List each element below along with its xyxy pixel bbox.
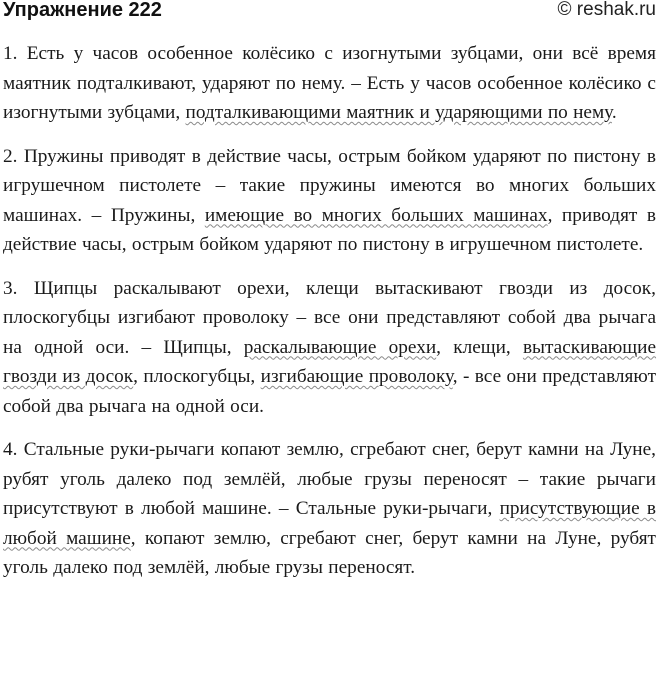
header	[0, 0, 658, 26]
underlined-participle-phrase: присутствующие в любой машине	[3, 498, 656, 549]
watermark: © reshak.ru	[557, 0, 656, 20]
text-segment: .	[611, 102, 617, 123]
text-segment: , клещи,	[436, 336, 523, 358]
underlined-participle-phrase: подталкивающими маятник и ударяющими по нему	[185, 102, 612, 123]
underlined-participle-phrase: вытаскивающие гвозди из досок	[3, 336, 657, 387]
text-segment: 3. Щипцы раскалывают орехи, клещи вытаскивают гвозди из досок, плоскогубцы изгибают проволоку – все они представляют собой два рычага на одной оси. – Щипцы,	[3, 277, 656, 358]
paragraph-3	[3, 274, 656, 422]
underlined-participle-phrase: имеющие во многих больших машинах	[204, 204, 548, 226]
paragraph-1	[3, 39, 656, 128]
text-segment: 4. Стальные руки-рычаги копают землю, сгребают снег, берут камни на Луне, рубят уголь далеко под землёй, любые грузы переносят – такие рычаги присутствуют в любой машине. – Стальные руки-рычаги,	[3, 439, 656, 519]
text-segment: , приводят в действие часы, острым бойком ударяют по пистону в игрушечном пистолете.	[3, 204, 657, 255]
text-segment: 2. Пружины приводят в действие часы, острым бойком ударяют по пистону в игрушечном пистолете – такие пружины имеются во многих больших машинах. – Пружины,	[3, 145, 656, 226]
exercise-content	[3, 39, 656, 597]
text-segment: , плоскогубцы,	[133, 366, 261, 387]
underlined-participle-phrase: изгибающие проволоку	[260, 366, 453, 387]
text-segment: 1. Есть у часов особенное колёсико с изогнутыми зубцами, они всё время маятник подталкивают, ударяют по нему. – Есть у часов особенное колёсико с изогнутыми зубцами,	[3, 43, 656, 123]
paragraph-4	[3, 435, 656, 583]
paragraph-2	[3, 142, 656, 260]
text-segment: , - все они представляют собой два рычага на одной оси.	[3, 366, 656, 417]
text-segment: , копают землю, сгребают снег, берут камни на Луне, рубят уголь далеко под землёй, любые грузы переносят.	[3, 527, 656, 578]
exercise-title: Упражнение 222	[3, 0, 162, 21]
underlined-participle-phrase: раскалывающие орехи	[243, 336, 437, 358]
